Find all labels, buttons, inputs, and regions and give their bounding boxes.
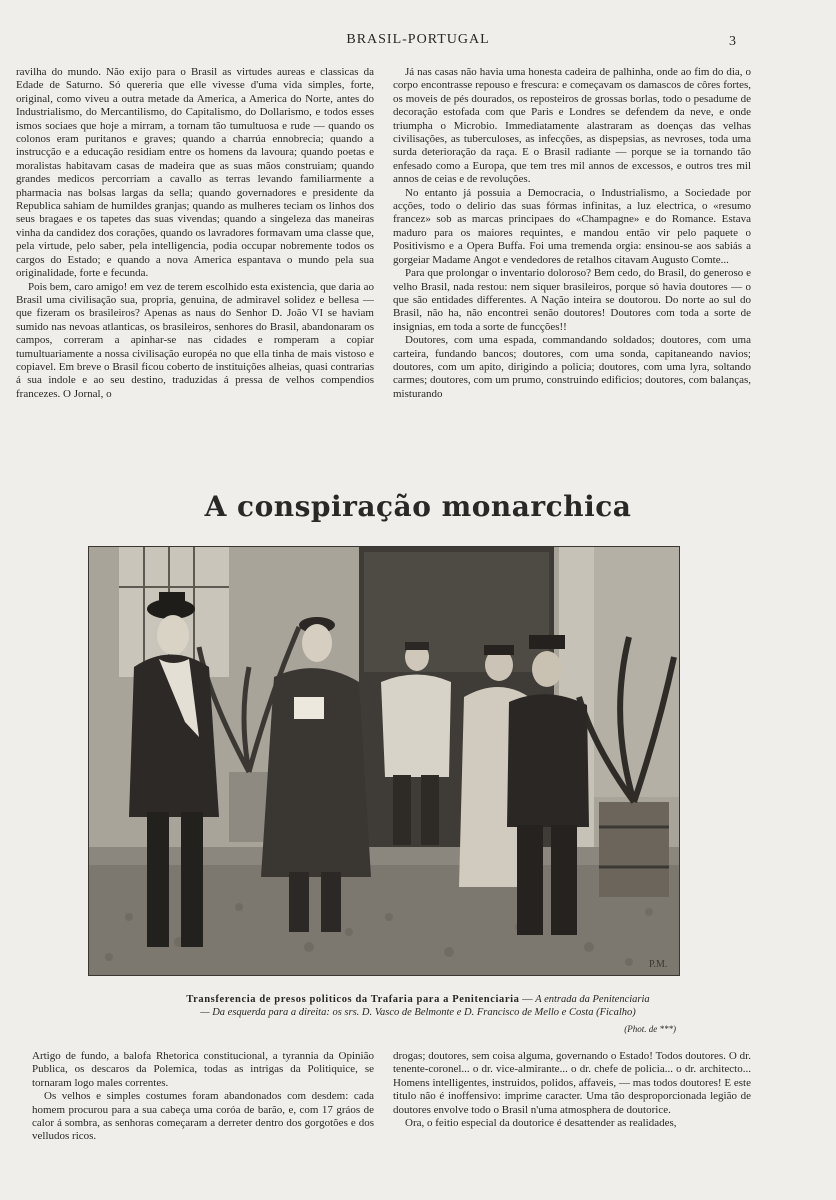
- paragraph: Já nas casas não havia uma honesta cadeira de palhinha, onde ao fim do dia, o corpo encontrasse repouso e frescura: e começavam os damascos de côres fortes, os moveis de pés dourados, os reposteiros de grossas borlas, todo o pesadume de decoração estofada com que Paris e Londres se defendem da neve, e onde triumpha o Microbio. Immediatamente alastraram as doenças das velhas civilisações, as tuberculoses, as infecções, as dispepsias, as nevroses, toda uma surda deterioração da raça. E o Brasil radiante — porque se ia tornando tão enfesado como a Europa, que tem tres mil annos de excessos, e outros tres mil annos de ceias e de revoluções.: [393, 66, 751, 186]
- paragraph: Ora, o feitio especial da doutorice é desattender as realidades,: [405, 1117, 677, 1130]
- caption-line-1: [0, 993, 836, 1006]
- photo-credit: (Phot. de ***): [624, 1024, 676, 1034]
- top-right-column: [393, 66, 751, 472]
- caption-dash: —: [519, 994, 536, 1005]
- bottom-left-column: [32, 1050, 374, 1150]
- photo-monogram: P.M.: [649, 959, 668, 970]
- paragraph: Pois bem, caro amigo! em vez de terem escolhido esta existencia, que daria ao Brasil uma civilisação sua, propria, genuina, de admiravel solidez e bellesa — que fizeram os brasileiros? Apenas as naus do Senhor D. João VI se haviam sumido nas nevoas atlanticas, os brasileiros, senhores do Brasil, abandonaram os campos, correram a apinhar-se nas cidades e romperam a copiar tumultuariamente a nossa civilisação européa no que ella tinha de mais vistoso e copiavel. Em breve o Brasil ficou coberto de instituições alheias, quasi contrarias á sua indole e ao seu destino, traduzidas á pressa de velhos compendios francezes. O Jornal, o: [16, 280, 374, 400]
- photo-illustration: [89, 547, 679, 975]
- caption-line-2: — Da esquerda para a direita: os srs. D. Vasco de Belmonte e D. Francisco de Mello e Costa (Ficalho): [200, 1007, 636, 1018]
- photo-caption: [0, 993, 836, 1019]
- paragraph: No entanto já possuia a Democracia, o Industrialismo, a Sociedade por acções, todo o delirio das suas fórmas infinitas, a luz electrica, o «resumo francez» sob as marcas principaes do «Champagne» e do Romance. Estava maduro para os maiores requintes, e mandou então vir pelo paquete o Positivismo e a Opera Buffa. Foi uma tremenda orgia: ensinou-se aos sabiás a gorgeiar Madame Angot e vendedores de retalhos citavam Augusto Comte...: [393, 186, 751, 266]
- news-photograph: [88, 546, 680, 976]
- bottom-right-column: [393, 1050, 751, 1150]
- running-title: BRASIL-PORTUGAL: [346, 32, 490, 47]
- paragraph: Doutores, com uma espada, commandando soldados; doutores, com uma carteira, fundando bancos; doutores, com uma sonda, capitaneando navios; doutores, com um apito, dirigindo a policia; doutores, com uma lyra, soltando carmes; doutores, com um prumo, construindo edificios; doutores, com balanças, misturando: [393, 334, 751, 400]
- paragraph: Artigo de fundo, a balofa Rhetorica constitucional, a tyrannia da Opinião Publica, os descaros da Polemica, todas as intrigas da Politiquice, se tornaram logo males correntes.: [32, 1050, 374, 1089]
- top-left-column: [16, 66, 374, 472]
- page-number: 3: [729, 34, 736, 49]
- paragraph: drogas; doutores, sem coisa alguma, governando o Estado! Todos doutores. O dr. tenente-coronel... o dr. vice-almirante... o dr. chefe de policia... o dr. architecto... Homens intelligentes, instruidos, polidos, affaveis, — mas todos doutores! E este titulo não é inoffensivo: imprime caracter. Uma tão desproporcionada legião de doutores envolve todo o Brasil n'uma atmosphera de doutorice.: [393, 1050, 751, 1116]
- paragraph: Para que prolongar o inventario doloroso? Bem cedo, do Brasil, do generoso e velho Brasil, nada restou: nem siquer brasileiros, porque só havia doutores — o que são entidades differentes. A Nação inteira se doutorou. Do norte ao sul do Brasil, não ha, não encontrei senão doutores! Doutores com toda a sorte de insignias, em toda a sorte de funcções!!: [393, 267, 751, 333]
- paragraph: Os velhos e simples costumes foram abandonados com desdem: cada homem procurou para a sua cabeça uma coróa de barão, e, com 17 gráos de calor á sombra, as senhoras começaram a derreter dentro dos gorgotões e dos velludos ricos.: [32, 1090, 374, 1143]
- paragraph: ravilha do mundo. Não exijo para o Brasil as virtudes aureas e classicas da Edade de Saturno. Só quereria que elle vivesse d'uma vida simples, forte, original, como viveu a outra metade da America, a America do Norte, antes do Industrialismo, do Mercantilismo, do Capitalismo, do Dollarismo, e todos esses ismos sociaes que hoje a mirram, a tornam tão tumultuosa e rude — quando os colonos eram puritanos e graves; quando a charrúa ennobrecia; quando a instrucção e a educação residiam entre os homens da lavoura; quando poetas e moralistas habitavam casas de madeira que as suas mãos construiam; quando grandes medicos percorriam a cavallo as terras levando familiarmente a pharmacia nas bolsas largas da sella; quando governadores e presidente da Republica sahiam de humildes granjas; quando as mulheres teciam os linhos dos seus bragaes e os tapetes das suas vivendas; quando a singeleza das maneiras vinha da candidez dos corações, quando os lavradores formavam uma classe que, pela virtude, pelo saber, pela intelligencia, podia occupar nobremente todos os cargos do Estado; e quando a nova America espantava o mundo pela sua originalidade, forte e fecunda.: [16, 66, 374, 280]
- caption-subtitle: A entrada da Penitenciaria: [535, 994, 650, 1005]
- article-headline: A conspiração monarchica: [204, 490, 632, 523]
- caption-title: Transferencia de presos politicos da Trafaria para a Penitenciaria: [186, 994, 520, 1005]
